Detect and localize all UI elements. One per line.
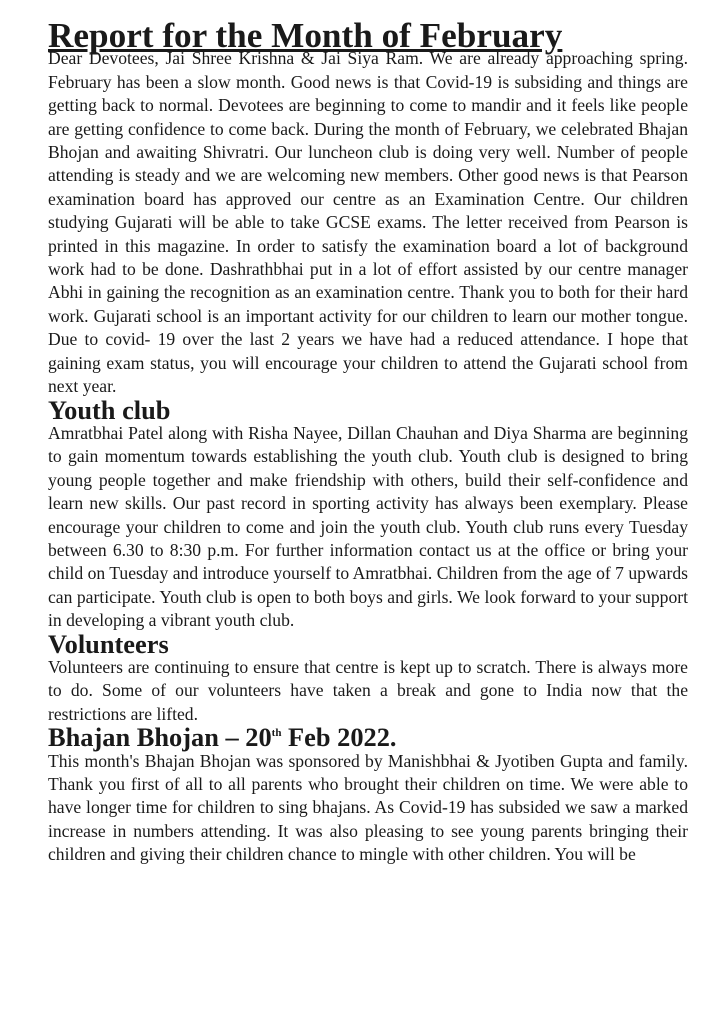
report-title: Report for the Month of February	[48, 16, 563, 55]
volunteers-heading: Volunteers	[48, 628, 169, 659]
bhajan-bhojan-heading	[48, 722, 688, 753]
bhajan-bhojan-heading-ordinal: th	[271, 727, 282, 740]
youth-club-paragraph: Amratbhai Patel along with Risha Nayee, Dillan Chauhan and Diya Sharma are beginning to gain momentum towards establishing the youth club. Youth club is designed to bring young people together and make friendship with others, build their self-confidence and learn new skills. Our past record in sporting activity has always been exemplary. Please encourage your children to come and join the youth club. Youth club runs every Tuesday between 6.30 to 8:30 p.m. For further information contact us at the office or bring your child on Tuesday and introduce yourself to Amratbhai. Children from the age of 7 upwards can participate. Youth club is open to both boys and girls. We look forward to your support in developing a vibrant youth club.	[48, 422, 688, 631]
bhajan-bhojan-paragraph: This month's Bhajan Bhojan was sponsored by Manishbhai & Jyotiben Gupta and family. Thank you first of all to all parents who brought their children on time. We were able to have longer time for children to sing bhajans. As Covid-19 has subsided we saw a marked increase in numbers attending. It was also pleasing to see young parents bringing their children and giving their children chance to mingle with other children. You will be	[48, 750, 688, 865]
report-page	[48, 16, 688, 867]
youth-club-heading: Youth club	[48, 394, 171, 425]
bhajan-bhojan-heading-date: Feb 2022.	[281, 722, 397, 753]
intro-paragraph: Dear Devotees, Jai Shree Krishna & Jai Siya Ram. We are already approaching spring. February has been a slow month. Good news is that Covid-19 is subsiding and things are getting back to normal. Devotees are beginning to come to mandir and it feels like people are getting confidence to come back. During the month of February, we celebrated Bhajan Bhojan and awaiting Shivratri. Our luncheon club is doing very well. Number of people attending is steady and we are welcoming new members. Other good news is that Pearson examination board has approved our centre as an Examination Centre. Our children studying Gujarati will be able to take GCSE exams. The letter received from Pearson is printed in this magazine. In order to satisfy the examination board a lot of background work had to be done. Dashrathbhai put in a lot of effort assisted by our centre manager Abhi in gaining the recognition as an examination centre. Thank you to both for their hard work. Gujarati school is an important activity for our children to learn our mother tongue. Due to covid- 19 over the last 2 years we have had a reduced attendance. I hope that gaining exam status, you will encourage your children to attend the Gujarati school from next year.	[48, 48, 688, 397]
bhajan-bhojan-heading-text: Bhajan Bhojan – 20	[48, 722, 272, 753]
volunteers-paragraph: Volunteers are continuing to ensure that centre is kept up to scratch. There is always more to do. Some of our volunteers have taken a break and gone to India now that the restrictions are lifted.	[48, 656, 688, 724]
